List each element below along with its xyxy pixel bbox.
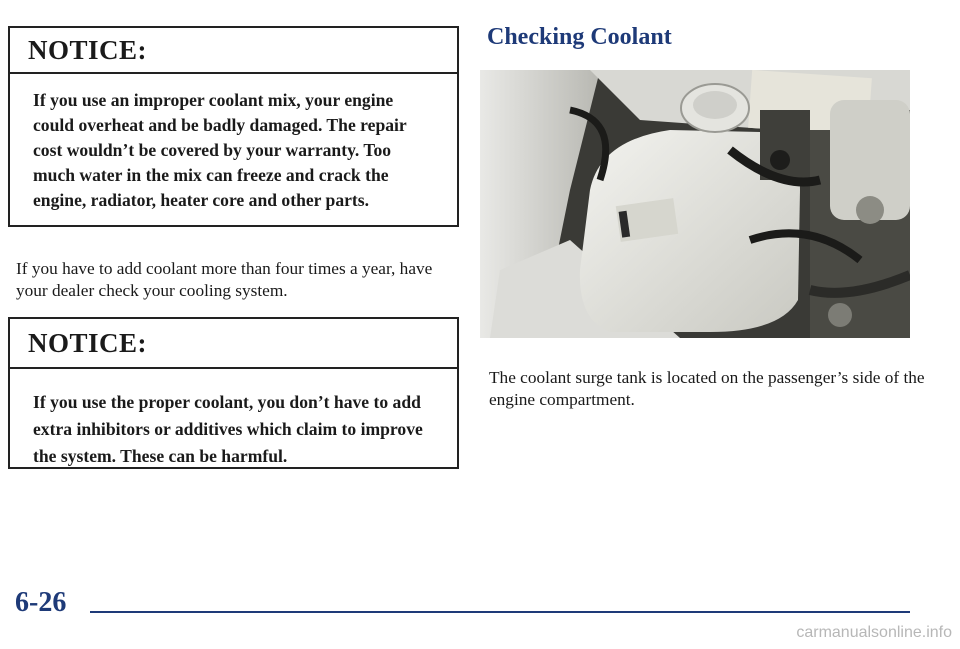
footer-rule [90, 611, 910, 613]
section-title: Checking Coolant [487, 24, 672, 50]
notice-text: If you use an improper coolant mix, your engine could overheat and be badly damaged. The repair cost wouldn’t be covered by your warranty. Too much water in the mix can freeze and crack the engine, radiator, heater core and other parts. [33, 90, 407, 210]
notice-box-coolant-mix [8, 26, 459, 227]
page-number: 6-26 [15, 587, 67, 618]
notice-heading: NOTICE: [10, 28, 457, 74]
watermark: carmanualsonline.info [796, 624, 952, 641]
engine-compartment-photo [480, 70, 910, 338]
notice-heading: NOTICE: [10, 319, 457, 369]
surge-tank-paragraph: The coolant surge tank is located on the passenger’s side of the engine compartment. [489, 368, 925, 409]
add-coolant-paragraph: If you have to add coolant more than four times a year, have your dealer check your cooling system. [16, 259, 433, 300]
notice-box-inhibitors [8, 317, 459, 469]
notice-text: If you use the proper coolant, you don’t have to add extra inhibitors or additives which claim to improve the system. These can be harmful. [33, 392, 423, 466]
